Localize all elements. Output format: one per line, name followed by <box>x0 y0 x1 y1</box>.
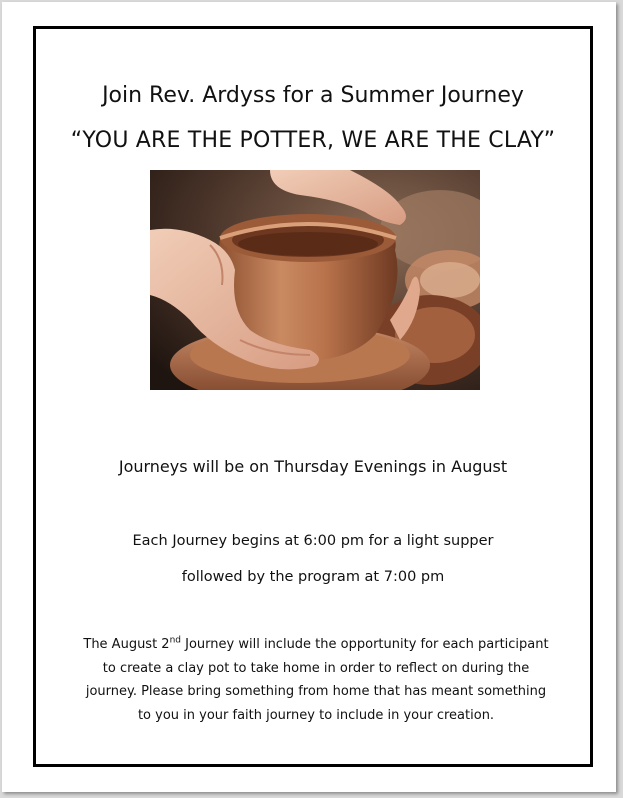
paragraph-line-4: to you in your faith journey to include in your creation. <box>137 707 495 723</box>
paragraph-line-1 <box>66 633 566 657</box>
description-paragraph <box>66 633 566 727</box>
flyer-title: Join Rev. Ardyss for a Summer Journey <box>102 83 524 108</box>
ordinal-superscript: nd <box>169 635 182 646</box>
document-page <box>2 2 616 792</box>
paragraph-prefix: The August 2 <box>83 637 170 652</box>
hands-clay-pot-illustration <box>150 170 480 390</box>
flyer-border-frame <box>33 26 593 767</box>
schedule-text: Journeys will be on Thursday Evenings in August <box>118 457 508 476</box>
flyer-subtitle-quote: “YOU ARE THE POTTER, WE ARE THE CLAY” <box>70 128 556 153</box>
pottery-photo <box>150 170 480 390</box>
paragraph-line-3: journey. Please bring something from home that has meant something <box>85 684 547 699</box>
program-time-text: followed by the program at 7:00 pm <box>181 569 445 585</box>
paragraph-line-1-rest: Journey will include the opportunity for each participant <box>181 637 549 652</box>
supper-time-text: Each Journey begins at 6:00 pm for a light supper <box>132 533 494 549</box>
paragraph-line-2: to create a clay pot to take home in order to reflect on during the <box>102 660 530 676</box>
